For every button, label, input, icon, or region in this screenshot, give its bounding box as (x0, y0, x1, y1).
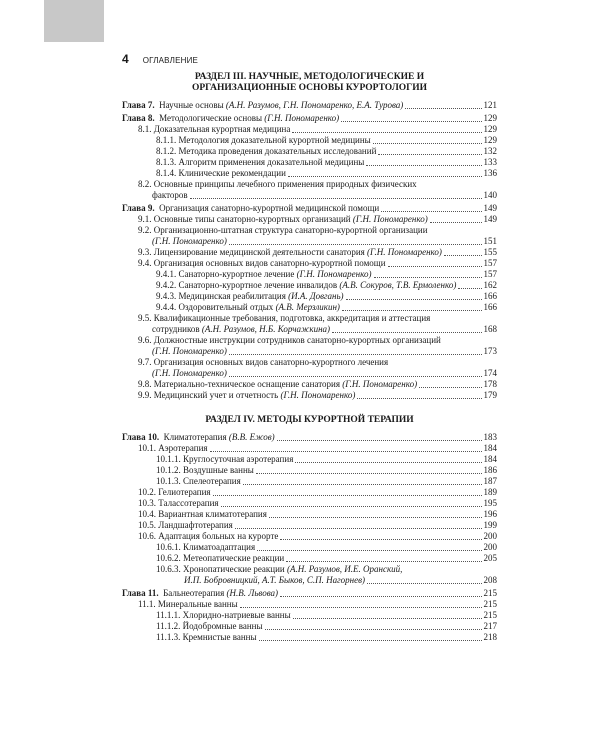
entry-title: Основные типы санаторно-курортных организаций (153, 214, 351, 224)
toc-entry[interactable] (122, 487, 497, 498)
dot-leader (240, 600, 482, 608)
entry-number: 9.3. (138, 247, 152, 257)
entry-title: Вариантная климатотерапия (158, 509, 267, 519)
entry-title: Доказательная курортная медицина (153, 124, 291, 134)
entry-number: 9.6. (138, 335, 152, 345)
entry-title: Должностные инструкции сотрудников санаторно-курортных организаций (153, 335, 441, 345)
page-ref: 129 (483, 135, 497, 145)
dot-leader (265, 622, 482, 630)
dot-leader (277, 433, 482, 441)
toc-entry[interactable] (122, 313, 497, 335)
dot-leader (235, 521, 482, 529)
page-ref: 166 (483, 291, 497, 301)
chapter-number: Глава 11. (122, 588, 159, 598)
dot-leader (341, 114, 481, 122)
page-ref: 184 (483, 454, 497, 464)
entry-number: 9.5. (138, 313, 152, 323)
toc-entry[interactable] (122, 157, 497, 168)
entry-title: Санаторно-курортное лечение (178, 269, 295, 279)
entry-number: 8.2. (138, 179, 152, 189)
page-ref: 168 (483, 324, 497, 334)
entry-title: Хлоридно-натриевые ванны (182, 610, 291, 620)
entry-authors: (А.Н. Разумов, Н.Б. Корчажкина) (201, 324, 331, 334)
page-number: 4 (122, 52, 129, 66)
entry-authors: (И.А. Довгань) (288, 291, 344, 301)
toc-entry[interactable] (122, 335, 497, 357)
entry-number: 10.1. (138, 443, 156, 453)
page-ref: 140 (483, 190, 497, 200)
dot-leader (346, 292, 482, 300)
toc-entry[interactable] (122, 258, 497, 269)
dot-leader (419, 380, 481, 388)
entry-number: 8.1.1. (156, 135, 177, 145)
dot-leader (280, 532, 481, 540)
page-ref: 155 (483, 247, 497, 257)
page-ref: 173 (483, 346, 497, 356)
dot-leader (381, 204, 481, 212)
entry-number: 10.6. (138, 531, 156, 541)
toc-entry[interactable] (122, 179, 497, 201)
entry-number: 8.1.2. (156, 146, 177, 156)
toc-entry[interactable] (122, 520, 497, 531)
entry-number: 9.9. (138, 390, 152, 400)
entry-number: 11.1. (138, 599, 156, 609)
toc-entry[interactable] (122, 390, 497, 401)
entry-title: Методологические основы (159, 113, 263, 123)
page-ref: 215 (483, 610, 497, 620)
entry-authors: (А.Н. Разумов, Г.Н. Пономаренко, Е.А. Турова) (225, 100, 404, 110)
entry-authors: (А.Н. Разумов, И.Е. Оранский, (287, 564, 403, 574)
entry-number: 9.8. (138, 379, 152, 389)
entry-title: Круглосуточная аэротерапия (183, 454, 294, 464)
entry-authors: (Г.Н. Пономаренко) (296, 269, 372, 279)
entry-title: Санаторно-курортное лечение инвалидов (178, 280, 338, 290)
toc-entry[interactable] (122, 168, 497, 179)
page-ref: 132 (483, 146, 497, 156)
toc-entry[interactable] (122, 454, 497, 465)
entry-title: Медицинская реабилитация (178, 291, 286, 301)
entry-authors: (Г.Н. Пономаренко) (280, 390, 356, 400)
page-edge-tab (44, 0, 104, 42)
entry-number: 10.6.3. (156, 564, 181, 574)
page-ref: 196 (483, 509, 497, 519)
toc-entry[interactable] (122, 443, 497, 454)
dot-leader (190, 191, 482, 199)
entry-number: 9.4.2. (156, 280, 177, 290)
entry-number: 10.1.2. (156, 465, 181, 475)
dot-leader (430, 215, 482, 223)
page-ref: 129 (483, 113, 497, 123)
entry-authors: (Г.Н. Пономаренко) (152, 346, 227, 356)
dot-leader (342, 303, 482, 311)
entry-title: Климатотерапия (163, 432, 227, 442)
dot-leader (444, 248, 482, 256)
toc-entry[interactable] (122, 553, 497, 564)
entry-number: 10.2. (138, 487, 156, 497)
dot-leader (367, 576, 481, 584)
toc-entry[interactable] (122, 610, 497, 621)
toc-entry[interactable] (122, 291, 497, 302)
entry-title: Организация основных видов санаторно-курортной помощи (153, 258, 386, 268)
page-ref: 129 (483, 124, 497, 134)
dot-leader (388, 259, 482, 267)
toc-entry[interactable] (122, 498, 497, 509)
toc-entry[interactable] (122, 632, 497, 643)
toc-entry[interactable] (122, 135, 497, 146)
entry-title: Квалификационные требования, подготовка, аккредитация и аттестация (153, 313, 431, 323)
entry-title: Аэротерапия (158, 443, 208, 453)
page-ref: 157 (483, 258, 497, 268)
entry-title: Медицинский учет и отчетность (153, 390, 279, 400)
entry-number: 9.7. (138, 357, 152, 367)
toc-entry[interactable] (122, 542, 497, 553)
toc-entry[interactable] (122, 214, 497, 225)
toc-entry[interactable] (122, 113, 497, 124)
entry-title: Кремнистые ванны (182, 632, 257, 642)
dot-leader (357, 391, 481, 399)
entry-title: Методология доказательной курортной медицины (178, 135, 371, 145)
dot-leader (243, 477, 482, 485)
entry-authors: (Г.Н. Пономаренко) (342, 379, 418, 389)
dot-leader (229, 347, 482, 355)
toc-entry[interactable] (122, 302, 497, 313)
toc-entry[interactable] (122, 621, 497, 632)
toc-entry[interactable] (122, 465, 497, 476)
dot-leader (295, 455, 481, 463)
page-ref: 184 (483, 443, 497, 453)
section-title: РАЗДЕЛ III. НАУЧНЫЕ, МЕТОДОЛОГИЧЕСКИЕ И ОРГАНИЗАЦИОННЫЕ ОСНОВЫ КУРОРТОЛОГИИ (191, 72, 428, 93)
chapter-number: Глава 8. (122, 113, 155, 123)
entry-title: Лицензирование медицинской деятельности санатория (153, 247, 365, 257)
entry-title-cont: сотрудников (152, 324, 200, 334)
page-ref: 215 (483, 588, 497, 598)
page-header (122, 52, 502, 68)
page-ref: 195 (483, 498, 497, 508)
entry-number: 10.1.3. (156, 476, 181, 486)
entry-number: 10.3. (138, 498, 156, 508)
dot-leader (210, 444, 482, 452)
entry-number: 8.1.4. (156, 168, 177, 178)
toc-entry[interactable] (122, 432, 497, 443)
dot-leader (229, 369, 482, 377)
entry-number: 10.1.1. (156, 454, 181, 464)
page-ref: 166 (483, 302, 497, 312)
dot-leader (405, 101, 481, 109)
entry-authors: (А.В. Мерзликин) (275, 302, 340, 312)
entry-title: Методика проведения доказательных исследований (178, 146, 377, 156)
toc-entry[interactable] (122, 476, 497, 487)
entry-title: Бальнеотерапия (163, 588, 225, 598)
entry-title: Метеопатические реакции (183, 553, 285, 563)
entry-title-cont: факторов (152, 190, 188, 200)
dot-leader (256, 466, 482, 474)
page-ref: 187 (483, 476, 497, 486)
entry-number: 11.1.2. (156, 621, 181, 631)
entry-authors: (Г.Н. Пономаренко) (264, 113, 340, 123)
page-ref: 183 (483, 432, 497, 442)
toc-entry[interactable] (122, 124, 497, 135)
page-ref: 215 (483, 599, 497, 609)
entry-authors: (Г.Н. Пономаренко) (152, 368, 227, 378)
entry-number: 9.4.4. (156, 302, 177, 312)
entry-number: 9.1. (138, 214, 152, 224)
entry-number: 8.1. (138, 124, 152, 134)
entry-number: 11.1.1. (156, 610, 181, 620)
toc-entry[interactable] (122, 509, 497, 520)
entry-number: 10.4. (138, 509, 156, 519)
entry-title: Ландшафтотерапия (158, 520, 233, 530)
toc-entry[interactable] (122, 100, 497, 111)
toc-entry[interactable] (122, 225, 497, 247)
toc-entry[interactable] (122, 357, 497, 379)
dot-leader (229, 237, 482, 245)
page-ref: 136 (483, 168, 497, 178)
toc-entry[interactable] (122, 146, 497, 157)
entry-title: Организационно-штатная структура санаторно-курортной организации (153, 225, 428, 235)
page-ref: 151 (483, 236, 497, 246)
toc-entry[interactable] (122, 203, 497, 214)
chapter-number: Глава 7. (122, 100, 155, 110)
entry-authors: (Г.Н. Пономаренко) (367, 247, 442, 257)
entry-number: 9.2. (138, 225, 152, 235)
page-ref: 186 (483, 465, 497, 475)
entry-authors-cont: И.П. Бобровницкий, А.Т. Быков, С.П. Нагорнев) (184, 575, 366, 585)
toc-entry[interactable] (122, 564, 497, 586)
entry-title: Оздоровительный отдых (178, 302, 274, 312)
toc-entry[interactable] (122, 247, 497, 258)
dot-leader (458, 281, 481, 289)
entry-title: Организация санаторно-курортной медицинской помощи (159, 203, 380, 213)
dot-leader (293, 611, 482, 619)
entry-number: 9.4.1. (156, 269, 177, 279)
entry-number: 10.6.1. (156, 542, 181, 552)
entry-number: 11.1.3. (156, 632, 181, 642)
entry-title: Алгоритм применения доказательной медицины (178, 157, 365, 167)
page-ref: 217 (483, 621, 497, 631)
page-ref: 218 (483, 632, 497, 642)
section-title: РАЗДЕЛ IV. МЕТОДЫ КУРОРТНОЙ ТЕРАПИИ (205, 415, 414, 425)
page-ref: 199 (483, 520, 497, 530)
toc-entry[interactable] (122, 269, 497, 280)
entry-authors: (Н.В. Львова) (226, 588, 279, 598)
entry-title: Воздушные ванны (183, 465, 254, 475)
page-ref: 178 (483, 379, 497, 389)
entry-number: 9.4. (138, 258, 152, 268)
entry-title: Клинические рекомендации (178, 168, 286, 178)
toc-entry[interactable] (122, 379, 497, 390)
page-ref: 121 (483, 100, 497, 110)
page-ref: 174 (483, 368, 497, 378)
dot-leader (221, 499, 482, 507)
entry-authors: (Г.Н. Пономаренко) (152, 236, 227, 246)
entry-title: Хронопатические реакции (183, 564, 285, 574)
entry-number: 10.5. (138, 520, 156, 530)
entry-title: Талассотерапия (158, 498, 219, 508)
page-ref: 200 (483, 531, 497, 541)
entry-title: Спелеотерапия (183, 476, 241, 486)
entry-title: Основные принципы лечебного применения природных физических (153, 179, 417, 189)
dot-leader (213, 488, 482, 496)
page-ref: 133 (483, 157, 497, 167)
page-ref: 179 (483, 390, 497, 400)
entry-number: 9.4.3. (156, 291, 177, 301)
toc-entry[interactable] (122, 280, 497, 291)
dot-leader (280, 589, 481, 597)
entry-number: 8.1.3. (156, 157, 177, 167)
toc-entry[interactable] (122, 599, 497, 610)
dot-leader (378, 147, 481, 155)
entry-title: Климатоадаптация (183, 542, 256, 552)
entry-title: Йодобромные ванны (182, 621, 263, 631)
entry-authors: (Г.Н. Пономаренко) (352, 214, 428, 224)
dot-leader (332, 325, 481, 333)
dot-leader (269, 510, 482, 518)
entry-title: Научные основы (159, 100, 224, 110)
entry-authors: (А.В. Сокуров, Т.В. Ермоленко) (339, 280, 457, 290)
dot-leader (374, 270, 482, 278)
dot-leader (286, 554, 481, 562)
chapter-number: Глава 9. (122, 203, 155, 213)
page-ref: 205 (483, 553, 497, 563)
page-ref: 189 (483, 487, 497, 497)
page-ref: 157 (483, 269, 497, 279)
toc-entry[interactable] (122, 531, 497, 542)
dot-leader (373, 136, 482, 144)
dot-leader (292, 125, 481, 133)
page-ref: 208 (483, 575, 497, 585)
entry-authors: (В.В. Ежов) (228, 432, 275, 442)
dot-leader (288, 169, 482, 177)
dot-leader (259, 633, 482, 641)
page-ref: 200 (483, 542, 497, 552)
entry-title: Организация основных видов санаторно-курортного лечения (153, 357, 389, 367)
table-of-contents (122, 72, 497, 643)
running-head: ОГЛАВЛЕНИЕ (142, 56, 199, 65)
entry-title: Минеральные ванны (157, 599, 238, 609)
entry-title: Гелиотерапия (158, 487, 211, 497)
entry-title: Материально-техническое оснащение санатория (153, 379, 340, 389)
chapter-number: Глава 10. (122, 432, 160, 442)
toc-entry[interactable] (122, 588, 497, 599)
dot-leader (257, 543, 481, 551)
page-ref: 162 (483, 280, 497, 290)
dot-leader (366, 158, 481, 166)
page-ref: 149 (483, 203, 497, 213)
entry-title: Адаптация больных на курорте (158, 531, 279, 541)
entry-number: 10.6.2. (156, 553, 181, 563)
page-ref: 149 (483, 214, 497, 224)
